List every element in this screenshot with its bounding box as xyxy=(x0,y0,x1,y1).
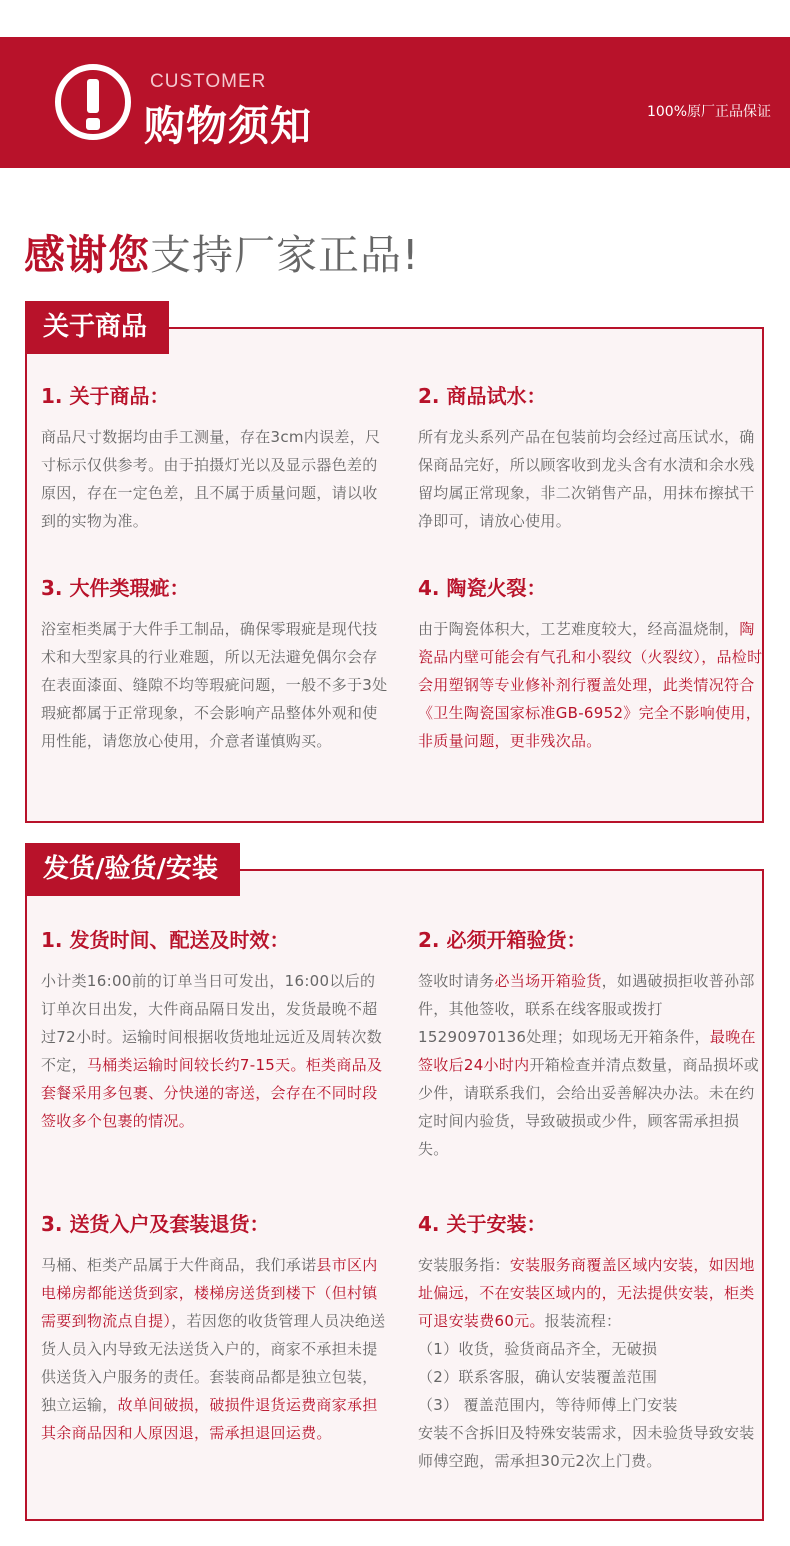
body-text: 报装流程： xyxy=(544,1312,622,1330)
info-item xyxy=(41,925,389,1135)
highlighted-text: 必当场开箱验货 xyxy=(494,972,602,990)
info-item xyxy=(41,381,389,535)
body-text: （3） 覆盖范围内，等待师傅上门安装 xyxy=(418,1396,678,1414)
info-item xyxy=(418,381,766,535)
info-item xyxy=(418,1209,766,1475)
guarantee-text: 100%原厂正品保证 xyxy=(646,104,771,120)
highlighted-text: 故单间破损，破损件退货运费商家承担其余商品因和人原因退，需承担退回运费。 xyxy=(41,1396,378,1442)
banner-title: 购物须知 xyxy=(144,102,312,150)
body-text: 商品尺寸数据均由手工测量，存在3cm内误差，尺寸标示仅供参考。由于拍摄灯光以及显示器色差的原因，存在一定色差，且不属于质量问题，请以收到的实物为准。 xyxy=(41,428,381,530)
item-title: 2. 必须开箱验货： xyxy=(418,928,587,952)
thanks-grey-text: 支持厂家正品! xyxy=(150,231,420,279)
info-item xyxy=(418,573,766,755)
banner-english-title: CUSTOMER xyxy=(150,71,267,92)
item-body xyxy=(41,615,389,755)
body-text: ，如遇破损拒收普孙部件，其他签收，联系在线客服或拨打15290970136处理；如现场无开箱条件， xyxy=(418,972,755,1046)
thanks-heading xyxy=(24,222,419,281)
highlighted-text: 县市区内电梯房都能送货到家，楼梯房送货到楼下（但村镇需要到物流点自提） xyxy=(41,1256,378,1330)
item-title: 3. 大件类瑕疵： xyxy=(41,576,190,600)
body-text: 签收时请务 xyxy=(418,972,495,990)
highlighted-text: 陶瓷品内壁可能会有气孔和小裂纹（火裂纹），品检时会用塑钢等专业修补剂行覆盖处理，此类情况符合《卫生陶瓷国家标准GB-6952》完全不影响使用，非质量问题，更非残次品。 xyxy=(418,620,763,750)
body-text: 浴室柜类属于大件手工制品，确保零瑕疵是现代技术和大型家具的行业难题，所以无法避免偶尔会存在表面漆面、缝隙不均等瑕疵问题，一般不多于3处瑕疵都属于正常现象，不会影响产品整体外观和使用性能，请您放心使用，介意者谨慎购买。 xyxy=(41,620,388,750)
body-text: 小计类16:00前的订单当日可发出，16:00以后的订单次日出发，大件商品隔日发出，发货最晚不超过72小时。运输时间根据收货地址远近及周转次数不定， xyxy=(41,972,382,1074)
item-body xyxy=(418,1251,766,1475)
section-about-products xyxy=(25,312,764,823)
item-body xyxy=(41,423,389,535)
section-tag: 关于商品 xyxy=(25,301,169,354)
item-body xyxy=(418,423,766,535)
item-title: 4. 陶瓷火裂： xyxy=(418,576,547,600)
item-body xyxy=(41,1251,389,1447)
item-body xyxy=(418,615,766,755)
exclamation-icon xyxy=(55,64,131,140)
info-item xyxy=(41,1209,389,1447)
item-title: 3. 送货入户及套装退货： xyxy=(41,1212,270,1236)
body-text: 安装服务指： xyxy=(418,1256,510,1274)
thanks-red-text: 感谢您 xyxy=(24,231,150,279)
header-banner xyxy=(0,37,790,168)
body-text: 由于陶瓷体积大，工艺难度较大，经高温烧制， xyxy=(418,620,740,638)
section-shipping-inspection-installation xyxy=(25,854,764,1521)
info-item xyxy=(41,573,389,755)
body-text: 安装不含拆旧及特殊安装需求，因未验货导致安装师傅空跑，需承担30元2次上门费。 xyxy=(418,1424,755,1470)
highlighted-text: 安装服务商覆盖区域内安装，如因地址偏远，不在安装区域内的，无法提供安装，柜类可退安装费60元。 xyxy=(418,1256,755,1330)
item-title: 4. 关于安装： xyxy=(418,1212,547,1236)
info-item xyxy=(418,925,766,1163)
body-text: （2）联系客服，确认安装覆盖范围 xyxy=(418,1368,658,1386)
item-title: 1. 关于商品： xyxy=(41,384,170,408)
item-body xyxy=(418,967,766,1163)
body-text: ，若因您的收货管理人员决绝送货人员入内导致无法送货入户的，商家不承担未提供送货入户服务的责任。套装商品都是独立包装，独立运输， xyxy=(41,1312,386,1414)
highlighted-text: 最晚在签收后24小时内 xyxy=(418,1028,756,1074)
body-text: 所有龙头系列产品在包装前均会经过高压试水，确保商品完好，所以顾客收到龙头含有水渍和余水残留均属正常现象，非二次销售产品，用抹布擦拭干净即可，请放心使用。 xyxy=(418,428,755,530)
item-body xyxy=(41,967,389,1135)
body-text: 开箱检查并清点数量，商品损坏或少件，请联系我们，会给出妥善解决办法。未在约定时间内验货，导致破损或少件，顾客需承担损失。 xyxy=(418,1056,760,1158)
item-title: 2. 商品试水： xyxy=(418,384,547,408)
item-title: 1. 发货时间、配送及时效： xyxy=(41,928,290,952)
body-text: （1）收货，验货商品齐全，无破损 xyxy=(418,1340,658,1358)
highlighted-text: 马桶类运输时间较长约7-15天。柜类商品及套餐采用多包裹、分快递的寄送，会存在不同时段签收多个包裹的情况。 xyxy=(41,1056,383,1130)
body-text: 马桶、柜类产品属于大件商品，我们承诺 xyxy=(41,1256,317,1274)
section-tag: 发货/验货/安装 xyxy=(25,843,240,896)
